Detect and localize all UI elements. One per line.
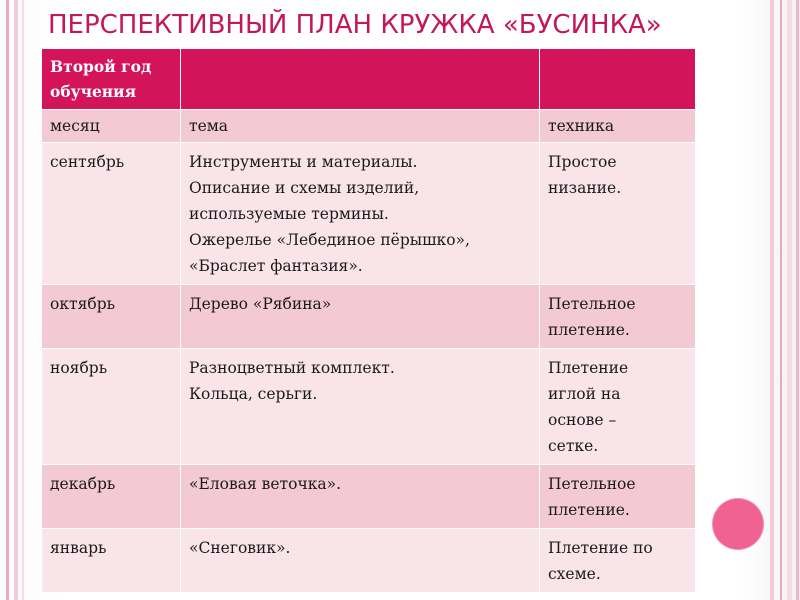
topic-line: Инструменты и материалы.	[189, 153, 418, 171]
technique-cell	[540, 349, 696, 465]
header-cell-empty	[181, 49, 540, 110]
technique-line: сетке.	[548, 437, 599, 455]
table-row	[42, 349, 696, 465]
technique-line: Плетение	[548, 359, 629, 377]
header-cell-empty	[540, 49, 696, 110]
topic-line: Разноцветный комплект.	[189, 359, 395, 377]
table-header-row	[42, 49, 696, 110]
decorative-stripe	[796, 0, 799, 600]
topic-cell	[181, 529, 540, 593]
topic-line: Кольца, серьги.	[189, 385, 318, 403]
decorative-stripe	[14, 0, 18, 600]
decorative-stripe	[6, 0, 9, 600]
technique-cell	[540, 285, 696, 349]
month-cell: декабрь	[42, 465, 181, 529]
table-row	[42, 465, 696, 529]
topic-cell	[181, 285, 540, 349]
slide-title: ПЕРСПЕКТИВНЫЙ ПЛАН КРУЖКА «БУСИНКА»	[48, 10, 662, 40]
technique-line: плетение.	[548, 321, 630, 339]
decorative-stripe	[770, 0, 774, 600]
column-labels-row	[42, 110, 696, 143]
topic-line: Ожерелье «Лебединое пёрышко»,	[189, 231, 470, 249]
header-cell-year: Второй год обучения	[42, 49, 181, 110]
technique-line: Плетение по	[548, 539, 653, 557]
technique-cell	[540, 529, 696, 593]
column-label-topic: тема	[181, 110, 540, 143]
month-cell: январь	[42, 529, 181, 593]
topic-cell	[181, 349, 540, 465]
topic-line: используемые термины.	[189, 205, 389, 223]
month-cell: октябрь	[42, 285, 181, 349]
topic-line: Описание и схемы изделий,	[189, 179, 420, 197]
month-cell: ноябрь	[42, 349, 181, 465]
technique-line: основе –	[548, 411, 617, 429]
topic-line: «Снеговик».	[189, 539, 291, 557]
column-label-technique: техника	[540, 110, 696, 143]
technique-line: иглой на	[548, 385, 621, 403]
technique-line: Простое	[548, 153, 617, 171]
decorative-stripe	[780, 0, 782, 600]
plan-table	[41, 48, 696, 593]
technique-line: низание.	[548, 179, 622, 197]
technique-line: схеме.	[548, 565, 601, 583]
month-cell: сентябрь	[42, 143, 181, 285]
decorative-circle	[713, 499, 763, 549]
technique-line: плетение.	[548, 501, 630, 519]
technique-cell	[540, 465, 696, 529]
decorative-stripe	[787, 0, 792, 600]
topic-line: «Браслет фантазия».	[189, 257, 363, 275]
topic-cell	[181, 465, 540, 529]
column-label-month: месяц	[42, 110, 181, 143]
table-row	[42, 143, 696, 285]
decorative-stripe	[22, 0, 24, 600]
technique-line: Петельное	[548, 295, 636, 313]
technique-line: Петельное	[548, 475, 636, 493]
technique-cell	[540, 143, 696, 285]
topic-line: Дерево «Рябина»	[189, 295, 332, 313]
topic-cell	[181, 143, 540, 285]
table-row	[42, 529, 696, 593]
table-row	[42, 285, 696, 349]
topic-line: «Еловая веточка».	[189, 475, 342, 493]
